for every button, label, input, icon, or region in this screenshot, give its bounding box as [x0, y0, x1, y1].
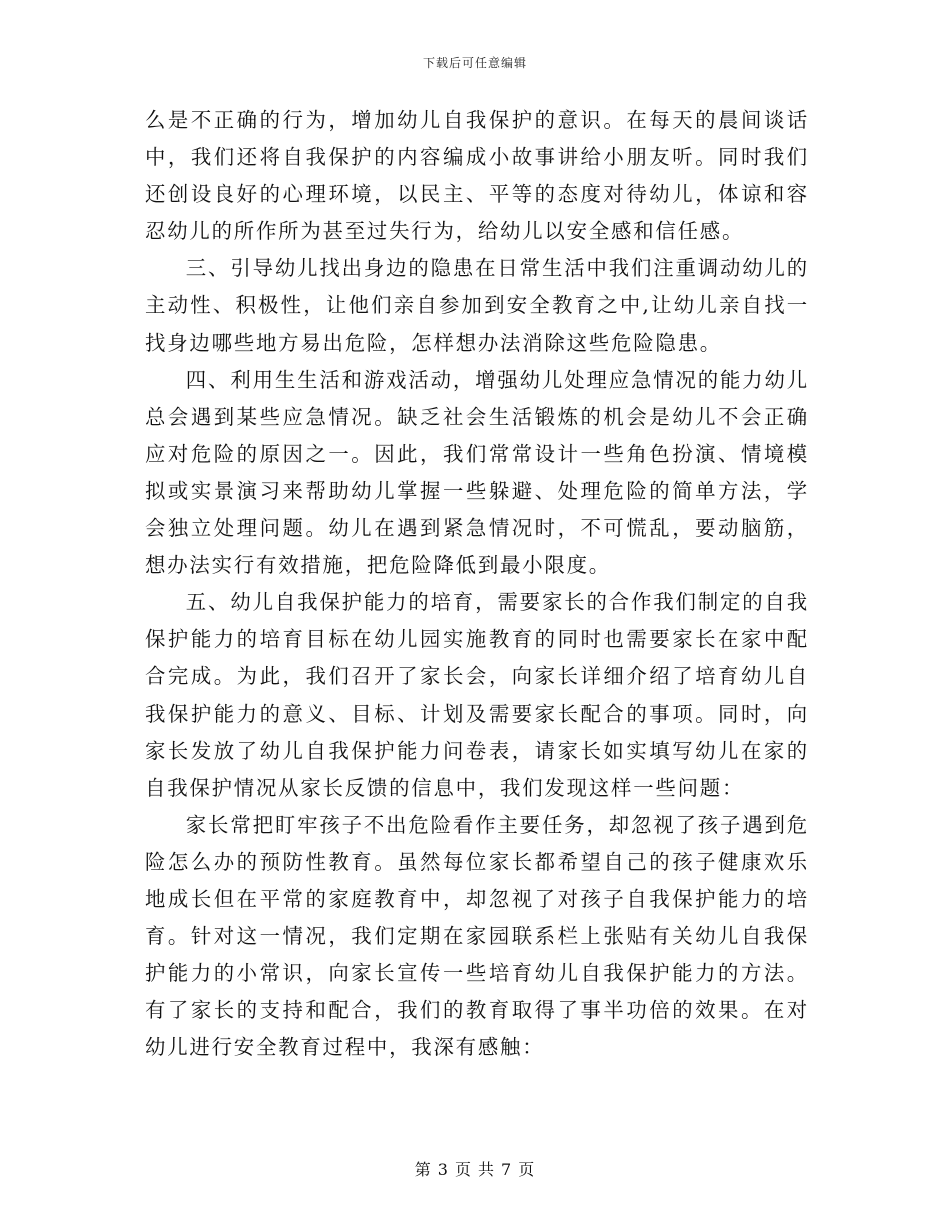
document-body [145, 102, 809, 1066]
paragraph-parents: 家长常把盯牢孩子不出危险看作主要任务，却忽视了孩子遇到危险怎么办的预防性教育。虽然每位家长都希望自己的孩子健康欢乐地成长但在平常的家庭教育中，却忽视了对孩子自我保护能力的培育。针对这一情况，我们定期在家园联系栏上张贴有关幼儿自我保护能力的小常识，向家长宣传一些培育幼儿自我保护能力的方法。有了家长的支持和配合，我们的教育取得了事半功倍的效果。在对幼儿进行安全教育过程中，我深有感触： [145, 812, 809, 1060]
paragraph-continuation: 么是不正确的行为，增加幼儿自我保护的意识。在每天的晨间谈话中，我们还将自我保护的内容编成小故事讲给小朋友听。同时我们还创设良好的心理环境，以民主、平等的态度对待幼儿，体谅和容忍幼儿的所作所为甚至过失行为，给幼儿以安全感和信任感。 [145, 108, 809, 244]
page-footer [0, 1157, 950, 1180]
paragraph-section-4: 四、利用生生活和游戏活动，增强幼儿处理应急情况的能力幼儿总会遇到某些应急情况。缺乏社会生活锻炼的机会是幼儿不会正确应对危险的原因之一。因此，我们常常设计一些角色扮演、情境模拟或实景演习来帮助幼儿掌握一些躲避、处理危险的简单方法，学会独立处理问题。幼儿在遇到紧急情况时，不可慌乱，要动脑筋，想办法实行有效措施，把危险降低到最小限度。 [145, 367, 809, 578]
paragraph-section-5: 五、幼儿自我保护能力的培育，需要家长的合作我们制定的自我保护能力的培育目标在幼儿园实施教育的同时也需要家长在家中配合完成。为此，我们召开了家长会，向家长详细介绍了培育幼儿自我保护能力的意义、目标、计划及需要家长配合的事项。同时，向家长发放了幼儿自我保护能力问卷表，请家长如实填写幼儿在家的自我保护情况从家长反馈的信息中，我们发现这样一些问题： [145, 590, 809, 800]
page-total: 7 [501, 1160, 513, 1179]
footer-suffix: 页 [518, 1160, 536, 1179]
paragraph-section-3: 三、引导幼儿找出身边的隐患在日常生活中我们注重调动幼儿的主动性、积极性，让他们亲自参加到安全教育之中,让幼儿亲自找一找身边哪些地方易出危险，怎样想办法消除这些危险隐患。 [145, 256, 809, 355]
page-header: 下载后可任意编辑 [422, 56, 527, 70]
footer-prefix: 第 [414, 1160, 432, 1179]
page-number: 3 [437, 1160, 449, 1179]
footer-middle: 页 共 [454, 1160, 496, 1179]
